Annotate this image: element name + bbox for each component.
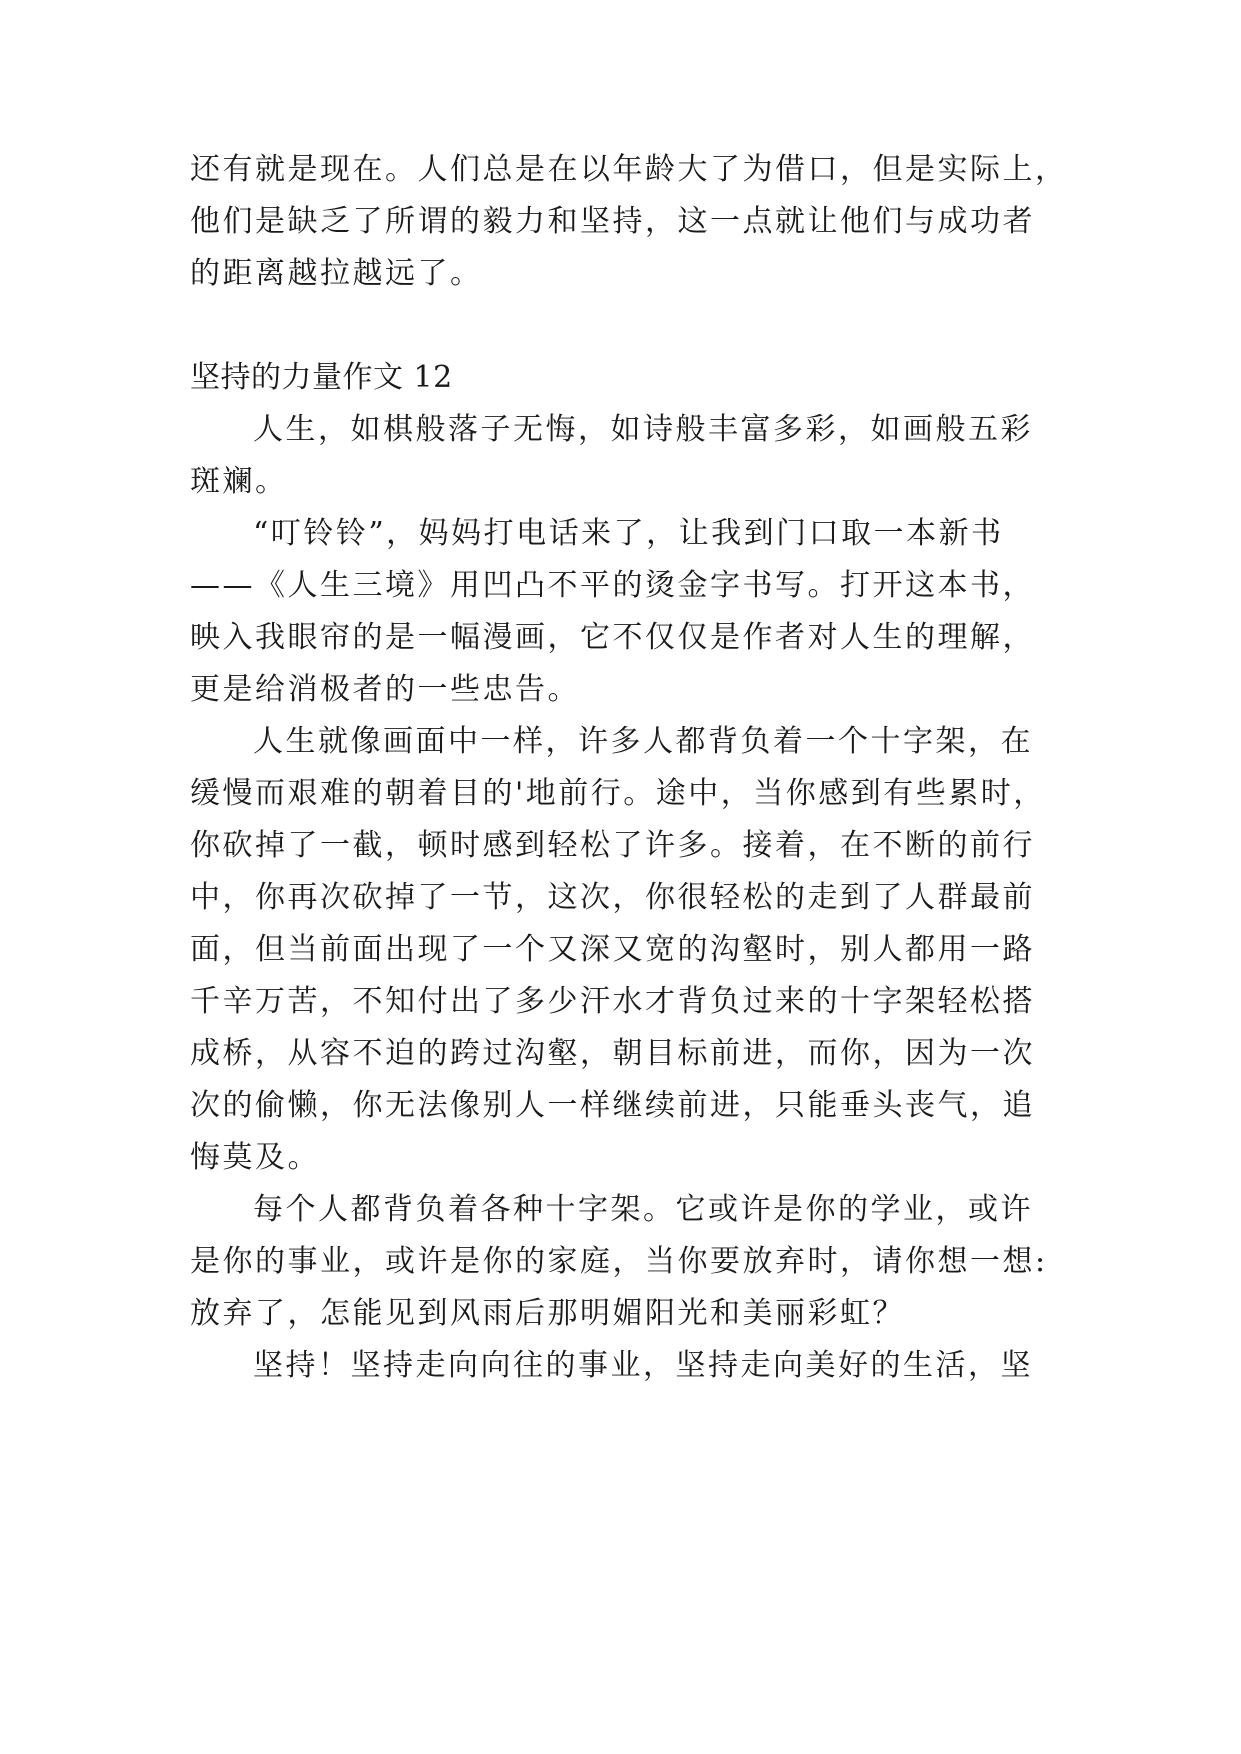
paragraph-line: ——《人生三境》用凹凸不平的烫金字书写。打开这本书， [190, 568, 1035, 603]
paragraph-line: 放弃了，怎能见到风雨后那明媚阳光和美丽彩虹？ [190, 1296, 905, 1331]
paragraph-line: 坚持！坚持走向向往的事业，坚持走向美好的生活，坚 [253, 1348, 1033, 1383]
paragraph-line: 人生就像画面中一样，许多人都背负着一个十字架，在 [253, 724, 1033, 759]
paragraph-line: 你砍掉了一截，顿时感到轻松了许多。接着，在不断的前行 [190, 828, 1035, 863]
paragraph-line: 成桥，从容不迫的跨过沟壑，朝目标前进，而你，因为一次 [190, 1036, 1035, 1071]
paragraph-line: 映入我眼帘的是一幅漫画，它不仅仅是作者对人生的理解， [190, 620, 1035, 655]
paragraph-line: 人生，如棋般落子无悔，如诗般丰富多彩，如画般五彩 [253, 412, 1033, 447]
paragraph-line: 更是给消极者的一些忠告。 [190, 672, 580, 707]
paragraph-line: 还有就是现在。人们总是在以年龄大了为借口，但是实际上， [190, 152, 1068, 187]
paragraph-line: 每个人都背负着各种十字架。它或许是你的学业，或许 [253, 1192, 1033, 1227]
paragraph-line: 千辛万苦，不知付出了多少汗水才背负过来的十字架轻松搭 [190, 984, 1035, 1019]
section-heading: 坚持的力量作文 12 [190, 360, 453, 395]
paragraph-line: “叮铃铃”，妈妈打电话来了，让我到门口取一本新书 [253, 516, 1004, 551]
paragraph-line: 面，但当前面出现了一个又深又宽的沟壑时，别人都用一路 [190, 932, 1035, 967]
paragraph-line: 缓慢而艰难的朝着目的'地前行。途中，当你感到有些累时， [190, 776, 1046, 811]
paragraph-line: 是你的事业，或许是你的家庭，当你要放弃时，请你想一想: [190, 1244, 1048, 1279]
paragraph-line: 他们是缺乏了所谓的毅力和坚持，这一点就让他们与成功者 [190, 204, 1035, 239]
paragraph-line: 的距离越拉越远了。 [190, 256, 483, 291]
paragraph-line: 中，你再次砍掉了一节，这次，你很轻松的走到了人群最前 [190, 880, 1035, 915]
paragraph-line: 悔莫及。 [190, 1140, 320, 1175]
paragraph-line: 斑斓。 [190, 464, 288, 499]
paragraph-line: 次的偷懒，你无法像别人一样继续前进，只能垂头丧气，追 [190, 1088, 1035, 1123]
